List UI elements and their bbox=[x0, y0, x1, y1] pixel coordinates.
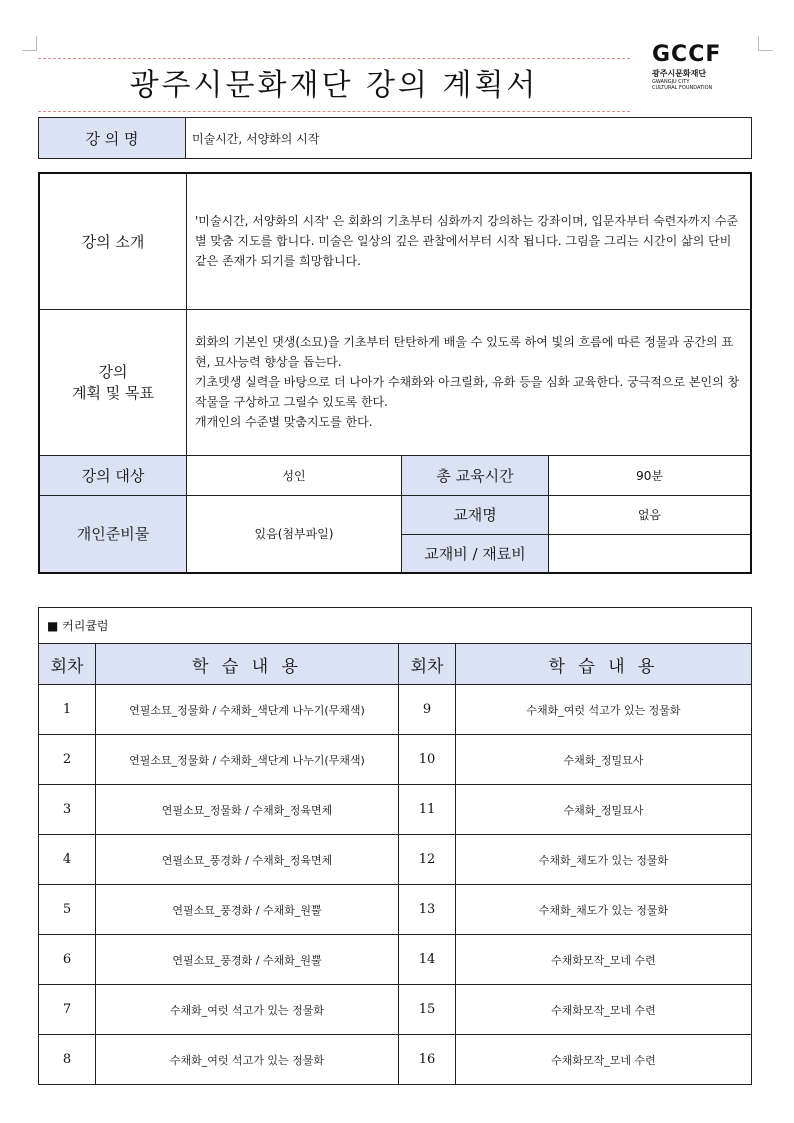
plan-label-line-2: 계획 및 목표 bbox=[72, 384, 154, 402]
target-label: 강의 대상 bbox=[39, 455, 187, 495]
session-number: 8 bbox=[39, 1035, 96, 1085]
prep-label: 개인준비물 bbox=[39, 495, 187, 573]
content: 수채화_여럿 석고가 있는 정물화 bbox=[456, 685, 752, 735]
crop-mark-top-right bbox=[758, 36, 773, 51]
course-info-table bbox=[38, 172, 752, 574]
curriculum-row bbox=[39, 1035, 752, 1085]
content: 수채화_여럿 석고가 있는 정물화 bbox=[96, 1035, 399, 1085]
content: 수채화모작_모네 수련 bbox=[456, 935, 752, 985]
plan-label bbox=[39, 309, 187, 455]
session-number: 13 bbox=[399, 885, 456, 935]
curriculum-row bbox=[39, 685, 752, 735]
session-number: 10 bbox=[399, 735, 456, 785]
course-name-value: 미술시간, 서양화의 시작 bbox=[186, 118, 752, 159]
curriculum-row bbox=[39, 735, 752, 785]
textbook-label: 교재명 bbox=[402, 495, 549, 534]
content: 수채화모작_모네 수련 bbox=[456, 985, 752, 1035]
col-session-1: 회차 bbox=[39, 644, 96, 685]
session-number: 7 bbox=[39, 985, 96, 1035]
content: 수채화_여럿 석고가 있는 정물화 bbox=[96, 985, 399, 1035]
curriculum-row bbox=[39, 835, 752, 885]
session-number: 4 bbox=[39, 835, 96, 885]
curriculum-row bbox=[39, 885, 752, 935]
session-number: 11 bbox=[399, 785, 456, 835]
curriculum-row bbox=[39, 935, 752, 985]
session-number: 3 bbox=[39, 785, 96, 835]
hours-value: 90분 bbox=[549, 455, 752, 495]
content: 수채화모작_모네 수련 bbox=[456, 1035, 752, 1085]
plan-text-1: 회화의 기본인 댓생(소묘)을 기초부터 탄탄하게 배울 수 있도록 하여 빛의 흐름에 따른 정물과 공간의 표현, 묘사능력 향상을 돕는다. bbox=[195, 335, 734, 369]
logo-korean: 광주시문화재단 bbox=[652, 69, 707, 78]
logo-english-1: GWANGJU CITY bbox=[652, 79, 690, 85]
plan-text-3: 개개인의 수준별 맞춤지도를 한다. bbox=[195, 415, 373, 429]
session-number: 9 bbox=[399, 685, 456, 735]
fee-value bbox=[549, 534, 752, 573]
logo-english-2: CULTURAL FOUNDATION bbox=[652, 85, 713, 91]
content: 연필소묘_정물화 / 수채화_정육면체 bbox=[96, 785, 399, 835]
plan-text bbox=[187, 309, 752, 455]
content: 연필소묘_풍경화 / 수채화_정육면체 bbox=[96, 835, 399, 885]
plan-label-line-1: 강의 bbox=[98, 363, 128, 381]
session-number: 16 bbox=[399, 1035, 456, 1085]
gccf-logo bbox=[652, 44, 742, 91]
hours-label: 총 교육시간 bbox=[402, 455, 549, 495]
session-number: 1 bbox=[39, 685, 96, 735]
curriculum-table bbox=[38, 607, 752, 1085]
content: 연필소묘_풍경화 / 수채화_원뿔 bbox=[96, 885, 399, 935]
col-content-1: 학 습 내 용 bbox=[96, 644, 399, 685]
content: 수채화_채도가 있는 정물화 bbox=[456, 885, 752, 935]
fee-label: 교재비 / 재료비 bbox=[402, 534, 549, 573]
page-title: 광주시문화재단 강의 계획서 bbox=[129, 68, 539, 103]
content: 연필소묘_정물화 / 수채화_색단계 나누기(무채색) bbox=[96, 735, 399, 785]
target-value: 성인 bbox=[187, 455, 402, 495]
plan-text-2: 기초뎃생 실력을 바탕으로 더 나아가 수채화와 아크릴화, 유화 등을 심화 교육한다. 궁극적으로 본인의 창작물을 구상하고 그릴수 있도록 한다. bbox=[195, 375, 740, 409]
course-name-label: 강 의 명 bbox=[39, 118, 186, 159]
intro-text: '미술시간, 서양화의 시작' 은 회화의 기초부터 심화까지 강의하는 강좌이며, 입문자부터 숙련자까지 수준별 맞춤 지도를 합니다. 미술은 일상의 깊은 관찰에서부터 시작 됩니다. 그림을 그리는 시간이 삶의 단비같은 존재가 되기를 희망합니다. bbox=[187, 173, 752, 309]
course-name-table bbox=[38, 117, 752, 159]
content: 수채화_정밀묘사 bbox=[456, 785, 752, 835]
col-session-2: 회차 bbox=[399, 644, 456, 685]
session-number: 6 bbox=[39, 935, 96, 985]
curriculum-row bbox=[39, 985, 752, 1035]
textbook-value: 없음 bbox=[549, 495, 752, 534]
session-number: 12 bbox=[399, 835, 456, 885]
session-number: 2 bbox=[39, 735, 96, 785]
content: 연필소묘_정물화 / 수채화_색단계 나누기(무채색) bbox=[96, 685, 399, 735]
content: 연필소묘_풍경화 / 수채화_원뿔 bbox=[96, 935, 399, 985]
session-number: 5 bbox=[39, 885, 96, 935]
curriculum-title: ■ 커리큘럼 bbox=[39, 608, 752, 644]
session-number: 14 bbox=[399, 935, 456, 985]
logo-mark: GCCF bbox=[652, 42, 722, 67]
prep-value: 있음(첨부파일) bbox=[187, 495, 402, 573]
content: 수채화_채도가 있는 정물화 bbox=[456, 835, 752, 885]
content: 수채화_정밀묘사 bbox=[456, 735, 752, 785]
intro-label: 강의 소개 bbox=[39, 173, 187, 309]
crop-mark-top-left bbox=[22, 36, 37, 51]
session-number: 15 bbox=[399, 985, 456, 1035]
col-content-2: 학 습 내 용 bbox=[456, 644, 752, 685]
curriculum-row bbox=[39, 785, 752, 835]
